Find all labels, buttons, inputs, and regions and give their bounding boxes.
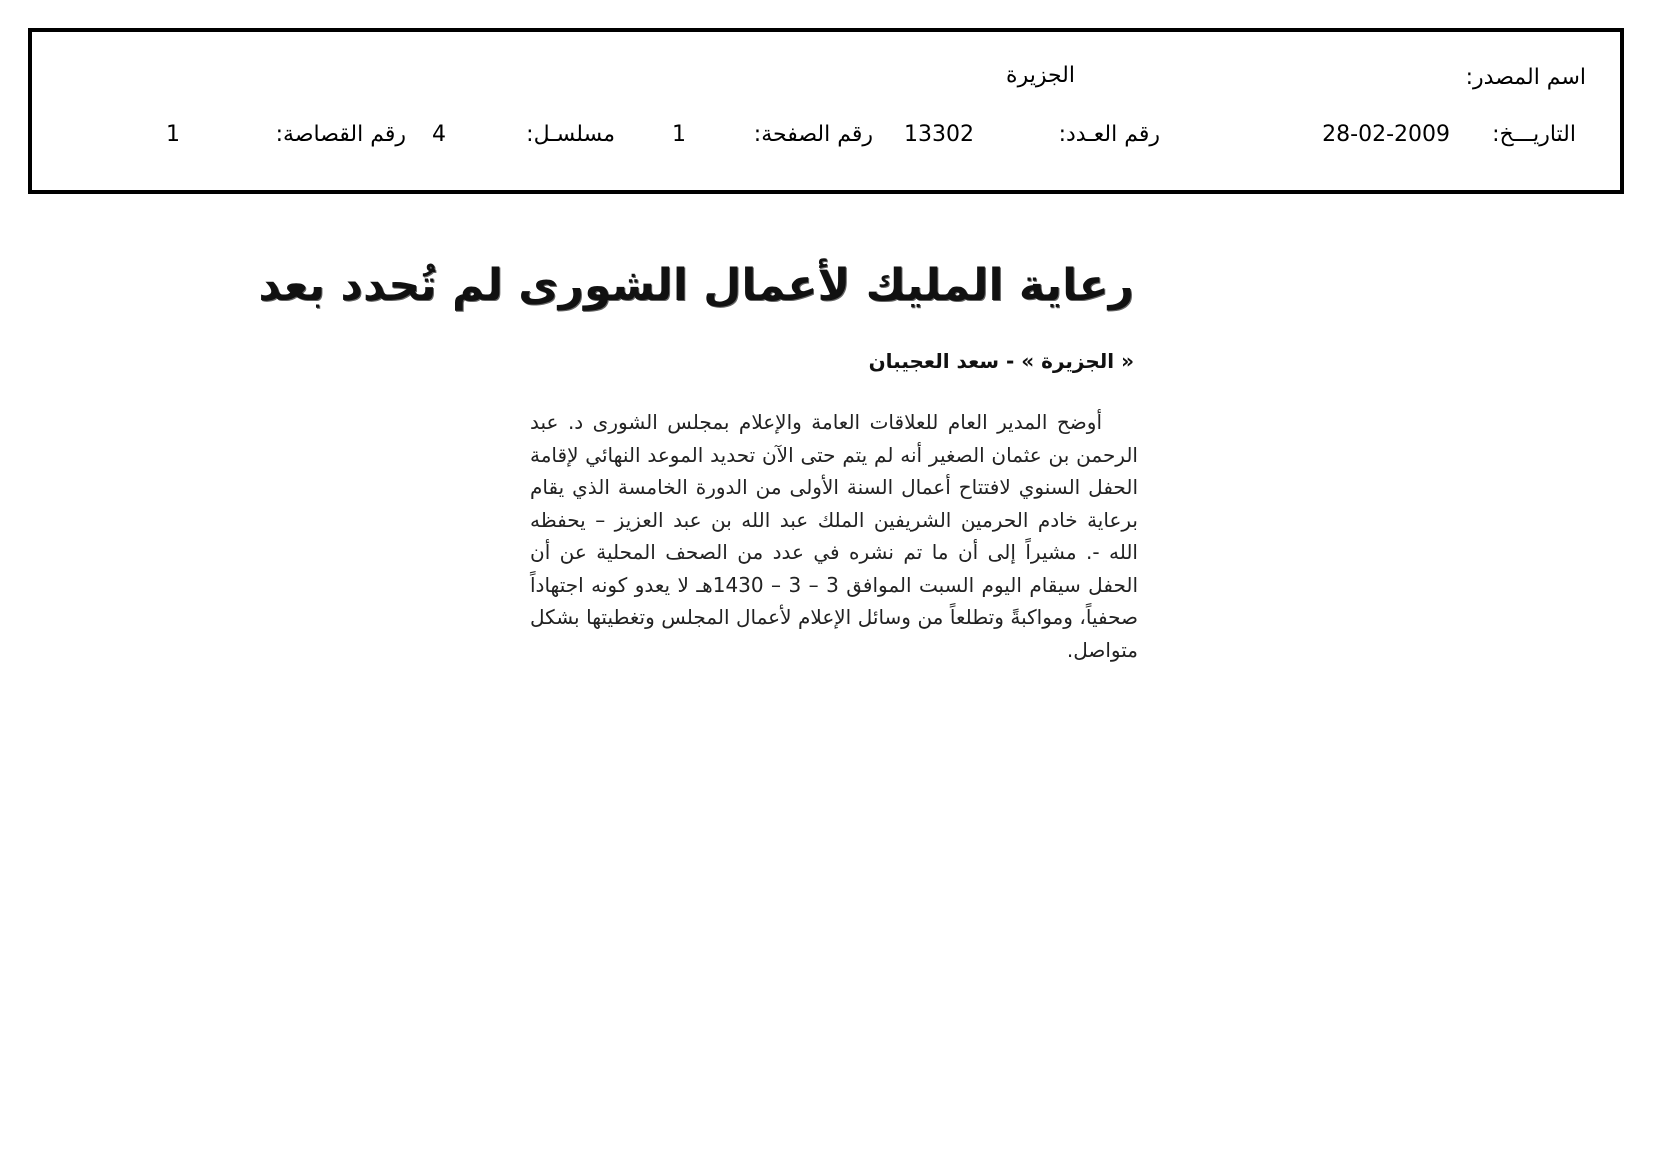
article-title: رعاية المليك لأعمال الشورى لم تُحدد بعد [258,260,1134,311]
clipping-label: رقم القصاصة: [275,122,406,147]
clipping-value: 1 [166,122,180,147]
serial-value: 4 [432,122,446,147]
page-label: رقم الصفحة: [753,122,873,147]
date-value: 28-02-2009 [1322,122,1450,147]
source-label: اسم المصدر: [1465,65,1586,90]
date-label: التاريـــخ: [1492,122,1576,147]
article-body: أوضح المدير العام للعلاقات العامة والإعلام بمجلس الشورى د. عبد الرحمن بن عثمان الصغير أنه لم يتم حتى الآن تحديد الموعد النهائي لإقامة الحفل السنوي لافتتاح أعمال السنة الأولى من الدورة الخامسة الذي يقام برعاية خادم الحرمين الشريفين الملك عبد الله بن عبد العزيز – يحفظه الله -. مشيراً إلى أن ما تم نشره في عدد من الصحف المحلية عن أن الحفل سيقام اليوم السبت الموافق 3 – 3 – 1430هـ لا يعدو كونه اجتهاداً صحفياً، ومواكبةً وتطلعاً من وسائل الإعلام لأعمال المجلس وتغطيتها بشكل متواصل. [530,410,1139,662]
article-byline: « الجزيرة » - سعد العجيبان [868,349,1134,373]
serial-label: مسلسـل: [526,122,615,147]
clipping-header-box [28,28,1624,194]
issue-label: رقم العـدد: [1058,122,1160,147]
source-value: الجزيرة [1006,63,1075,88]
issue-value: 13302 [904,122,974,147]
page-value: 1 [672,122,686,147]
